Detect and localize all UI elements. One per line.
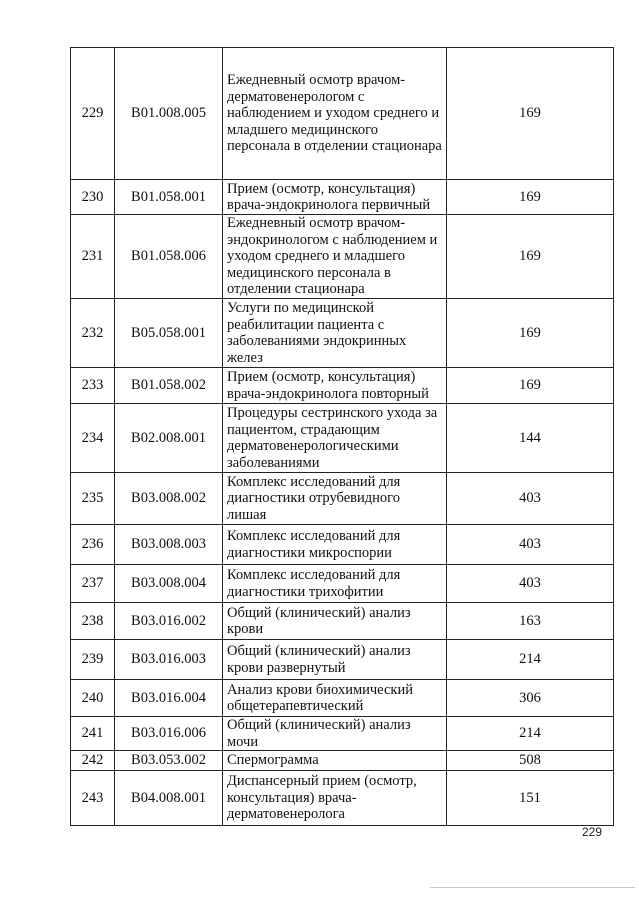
row-number: 231 <box>71 215 115 299</box>
table-row <box>71 48 614 180</box>
service-price: 403 <box>447 525 614 565</box>
service-code: B01.058.001 <box>115 180 223 215</box>
row-number: 230 <box>71 180 115 215</box>
service-code: B03.008.002 <box>115 473 223 525</box>
service-code: B03.053.002 <box>115 751 223 771</box>
service-price: 144 <box>447 404 614 473</box>
service-code: B03.008.003 <box>115 525 223 565</box>
services-price-table <box>70 47 614 826</box>
row-number: 234 <box>71 404 115 473</box>
service-code: B03.016.004 <box>115 680 223 717</box>
service-price: 169 <box>447 299 614 368</box>
service-code: B05.058.001 <box>115 299 223 368</box>
table-row <box>71 603 614 640</box>
service-code: B03.016.002 <box>115 603 223 640</box>
table-row <box>71 717 614 751</box>
row-number: 233 <box>71 368 115 404</box>
row-number: 232 <box>71 299 115 368</box>
table-row <box>71 180 614 215</box>
table-row <box>71 215 614 299</box>
service-name: Ежедневный осмотр врачом-эндокринологом с наблюдением и уходом среднего и младшего медицинского персонала в отделении стационара <box>223 215 447 299</box>
service-code: B04.008.001 <box>115 771 223 826</box>
service-name: Комплекс исследований для диагностики микроспории <box>223 525 447 565</box>
service-code: B03.008.004 <box>115 565 223 603</box>
service-price: 163 <box>447 603 614 640</box>
service-price: 403 <box>447 565 614 603</box>
service-price: 169 <box>447 215 614 299</box>
table-row <box>71 751 614 771</box>
service-price: 151 <box>447 771 614 826</box>
service-price: 169 <box>447 48 614 180</box>
table-row <box>71 404 614 473</box>
row-number: 238 <box>71 603 115 640</box>
row-number: 229 <box>71 48 115 180</box>
service-code: B01.058.002 <box>115 368 223 404</box>
row-number: 240 <box>71 680 115 717</box>
service-name: Комплекс исследований для диагностики трихофитии <box>223 565 447 603</box>
table-row <box>71 771 614 826</box>
service-code: B01.058.006 <box>115 215 223 299</box>
service-price: 214 <box>447 640 614 680</box>
service-name: Общий (клинический) анализ мочи <box>223 717 447 751</box>
service-price: 508 <box>447 751 614 771</box>
row-number: 239 <box>71 640 115 680</box>
row-number: 243 <box>71 771 115 826</box>
row-number: 242 <box>71 751 115 771</box>
service-name: Процедуры сестринского ухода за пациентом, страдающим дерматовенерологическими заболеваниями <box>223 404 447 473</box>
service-name: Общий (клинический) анализ крови <box>223 603 447 640</box>
service-name: Прием (осмотр, консультация) врача-эндокринолога повторный <box>223 368 447 404</box>
service-name: Комплекс исследований для диагностики отрубевидного лишая <box>223 473 447 525</box>
table-row <box>71 299 614 368</box>
table-row <box>71 525 614 565</box>
row-number: 236 <box>71 525 115 565</box>
scan-edge-line <box>430 887 635 888</box>
row-number: 235 <box>71 473 115 525</box>
row-number: 241 <box>71 717 115 751</box>
service-price: 306 <box>447 680 614 717</box>
table-row <box>71 640 614 680</box>
service-name: Ежедневный осмотр врачом-дерматовенерологом с наблюдением и уходом среднего и младшего медицинского персонала в отделении стационара <box>223 48 447 180</box>
service-code: B03.016.006 <box>115 717 223 751</box>
service-name: Диспансерный прием (осмотр, консультация) врача-дерматовенеролога <box>223 771 447 826</box>
service-name: Услуги по медицинской реабилитации пациента с заболеваниями эндокринных желез <box>223 299 447 368</box>
table-row <box>71 680 614 717</box>
row-number: 237 <box>71 565 115 603</box>
table-row <box>71 473 614 525</box>
service-code: B01.008.005 <box>115 48 223 180</box>
service-price: 169 <box>447 368 614 404</box>
service-name: Спермограмма <box>223 751 447 771</box>
service-price: 214 <box>447 717 614 751</box>
service-price: 169 <box>447 180 614 215</box>
service-name: Прием (осмотр, консультация) врача-эндокринолога первичный <box>223 180 447 215</box>
table-row <box>71 368 614 404</box>
service-price: 403 <box>447 473 614 525</box>
page-number: 229 <box>582 825 603 839</box>
table-row <box>71 565 614 603</box>
service-code: B02.008.001 <box>115 404 223 473</box>
service-name: Общий (клинический) анализ крови развернутый <box>223 640 447 680</box>
service-code: B03.016.003 <box>115 640 223 680</box>
service-name: Анализ крови биохимический общетерапевтический <box>223 680 447 717</box>
